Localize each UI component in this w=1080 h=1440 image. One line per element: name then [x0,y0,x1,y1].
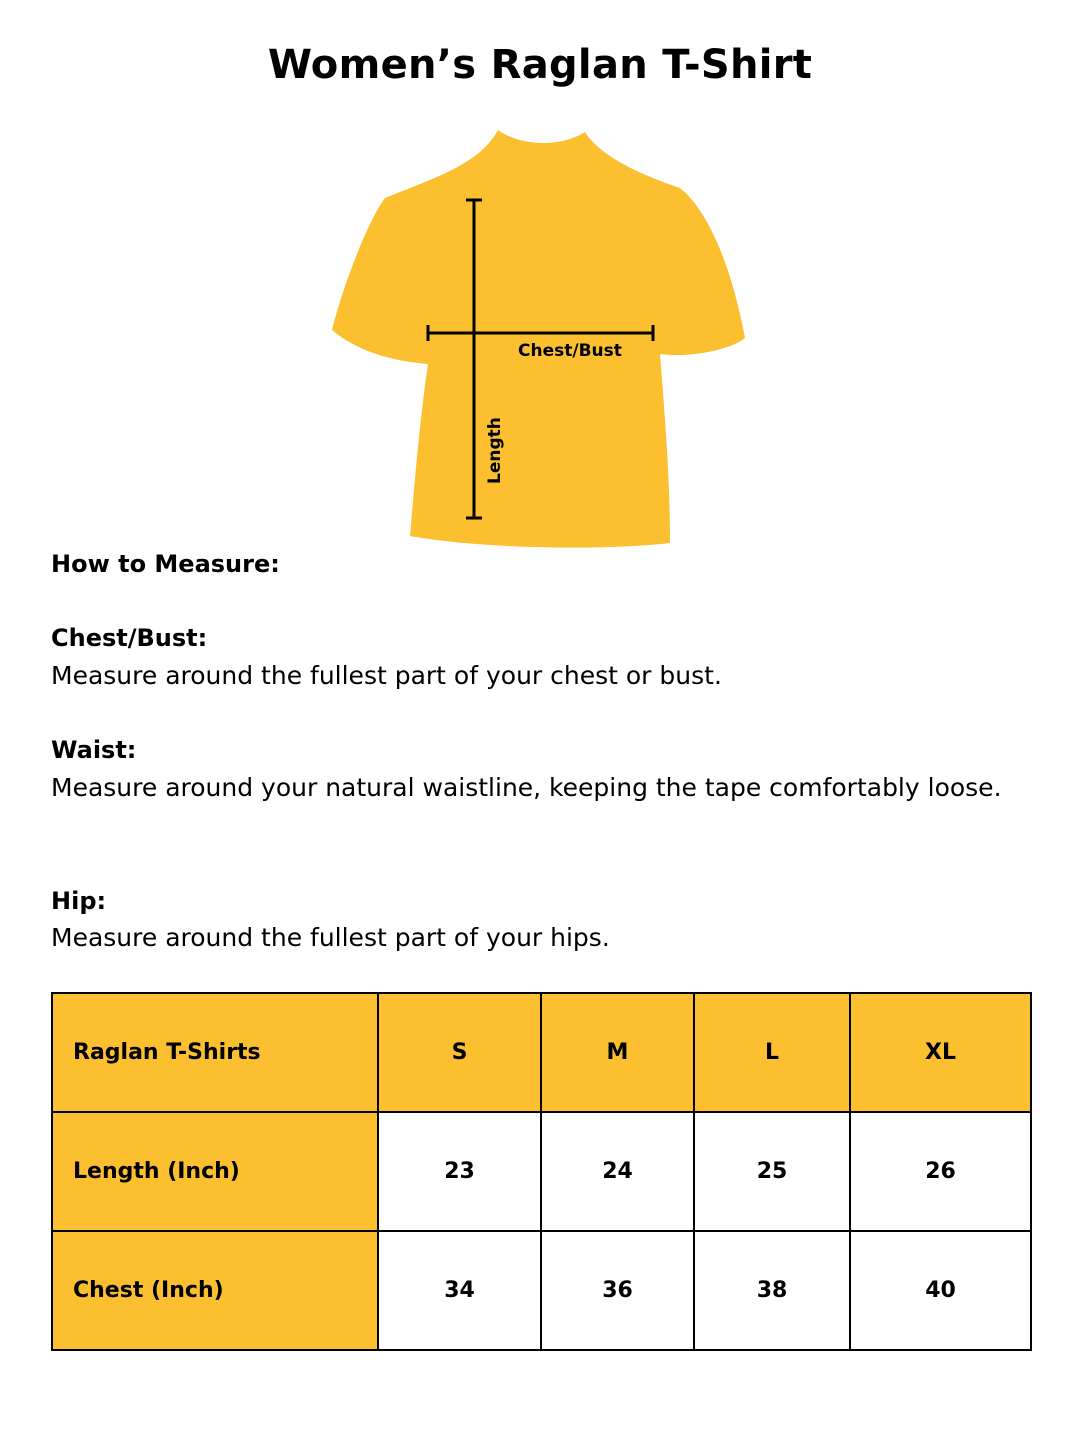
table-row-label: Chest (Inch) [52,1231,378,1350]
table-header-row [52,993,1031,1112]
table-cell: 34 [378,1231,541,1350]
length-label: Length [485,417,505,484]
size-chart-table [51,992,1032,1351]
chest-bust-heading: Chest/Bust: [51,624,208,652]
table-cell: 23 [378,1112,541,1231]
how-to-measure-heading: How to Measure: [51,550,280,578]
table-row-label: Length (Inch) [52,1112,378,1231]
table-row [52,1231,1031,1350]
waist-text: Measure around your natural waistline, keeping the tape comfortably loose. [51,773,1002,802]
table-header-cell: XL [850,993,1031,1112]
table-cell: 26 [850,1112,1031,1231]
waist-heading: Waist: [51,736,137,764]
table-cell: 38 [694,1231,850,1350]
chest-bust-text: Measure around the fullest part of your chest or bust. [51,661,722,690]
hip-text: Measure around the fullest part of your hips. [51,923,610,952]
tshirt-shape [332,130,745,548]
table-row [52,1112,1031,1231]
table-header-cell: S [378,993,541,1112]
table-header-cell: M [541,993,694,1112]
chest-bust-label: Chest/Bust [518,341,622,361]
table-cell: 36 [541,1231,694,1350]
page-title: Women’s Raglan T-Shirt [267,42,813,88]
hip-heading: Hip: [51,887,107,915]
table-cell: 24 [541,1112,694,1231]
table-header-cell: Raglan T-Shirts [52,993,378,1112]
table-cell: 40 [850,1231,1031,1350]
table-cell: 25 [694,1112,850,1231]
table-header-cell: L [694,993,850,1112]
tshirt-diagram [320,118,760,558]
